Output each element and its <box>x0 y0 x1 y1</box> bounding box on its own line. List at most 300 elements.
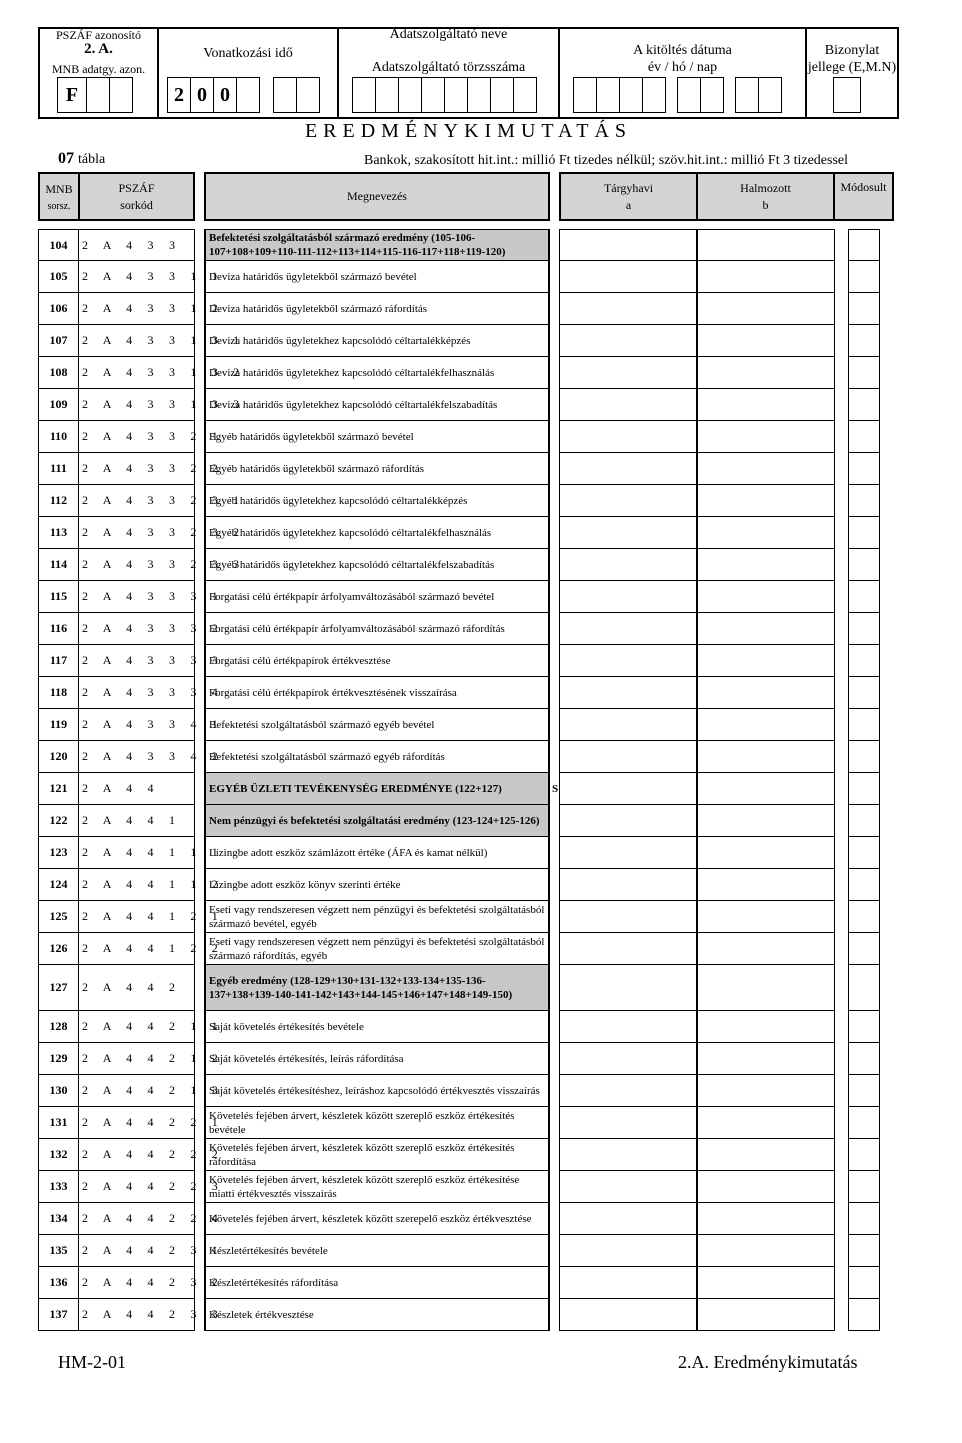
row-code: 2 A 4 3 3 1 1 <box>78 261 195 293</box>
row-code: 2 A 4 4 1 <box>78 805 195 837</box>
table-row <box>38 549 898 581</box>
row-input-modified[interactable] <box>848 933 880 965</box>
row-input-modified[interactable] <box>848 1075 880 1107</box>
period-digit-1[interactable]: 2 <box>167 77 191 113</box>
row-input-current[interactable] <box>559 581 698 613</box>
period-digit-2[interactable]: 0 <box>190 77 214 113</box>
row-code: 2 A 4 3 3 3 2 <box>78 613 195 645</box>
row-code: 2 A 4 4 1 2 1 <box>78 901 195 933</box>
row-number: 119 <box>38 709 79 741</box>
row-input-current[interactable] <box>559 1139 698 1171</box>
col-header-mnb-line2: sorsz. <box>47 201 71 212</box>
fill-date-label: A kitöltés dátuma <box>633 43 732 58</box>
row-input-cumulative[interactable] <box>696 325 835 357</box>
row-number: 132 <box>38 1139 79 1171</box>
row-input-cumulative[interactable] <box>696 965 835 1011</box>
row-input-cumulative[interactable] <box>696 1139 835 1171</box>
col-header-cumulative <box>696 172 835 221</box>
period-label: Vonatkozási idő <box>203 46 293 61</box>
row-input-current[interactable] <box>559 453 698 485</box>
row-label: Saját követelés értékesítés, leírás ráfordítása <box>204 1043 550 1075</box>
row-label: Deviza határidős ügyletekből származó ráfordítás <box>204 293 550 325</box>
table-number-value: 07 <box>58 150 74 167</box>
row-number: 124 <box>38 869 79 901</box>
row-code: 2 A 4 4 2 1 3 <box>78 1075 195 1107</box>
row-label: Nem pénzügyi és befektetési szolgáltatási eredmény (123-124+125-126) <box>204 805 550 837</box>
row-input-current[interactable] <box>559 1075 698 1107</box>
row-input-current[interactable] <box>559 261 698 293</box>
provider-reg-box[interactable] <box>421 77 445 113</box>
table-row <box>38 389 898 421</box>
row-label: EGYÉB ÜZLETI TEVÉKENYSÉG EREDMÉNYE (122+127) <box>204 773 550 805</box>
row-number: 121 <box>38 773 79 805</box>
page-title: EREDMÉNYKIMUTATÁS <box>304 120 633 142</box>
row-input-current[interactable] <box>559 677 698 709</box>
row-input-current[interactable] <box>559 1171 698 1203</box>
row-label: Készletértékesítés ráfordítása <box>204 1267 550 1299</box>
row-number: 123 <box>38 837 79 869</box>
table-number <box>58 150 105 168</box>
row-input-modified[interactable] <box>848 357 880 389</box>
row-code: 2 A 4 4 2 1 2 <box>78 1043 195 1075</box>
row-input-current[interactable] <box>559 325 698 357</box>
row-label: Eseti vagy rendszeresen végzett nem pénzügyi és befektetési szolgáltatásból származó bevétel, egyéb <box>204 901 550 933</box>
row-input-cumulative[interactable] <box>696 869 835 901</box>
row-input-current[interactable] <box>559 773 698 805</box>
row-code: 2 A 4 4 1 1 1 <box>78 837 195 869</box>
fill-date-boxes <box>573 77 781 113</box>
table-row <box>38 293 898 325</box>
row-input-modified[interactable] <box>848 325 880 357</box>
row-input-modified[interactable] <box>848 677 880 709</box>
row-code: 2 A 4 3 3 3 1 <box>78 581 195 613</box>
row-input-modified[interactable] <box>848 421 880 453</box>
header-divider-1 <box>157 27 159 119</box>
row-input-current[interactable] <box>559 965 698 1011</box>
table-row <box>38 517 898 549</box>
table-row <box>38 1043 898 1075</box>
col-header-current <box>559 172 698 221</box>
row-input-cumulative[interactable] <box>696 645 835 677</box>
row-number: 130 <box>38 1075 79 1107</box>
col-header-cumulative-line1: Halmozott <box>740 181 791 195</box>
period-digit-5[interactable] <box>273 77 297 113</box>
row-label: Deviza határidős ügyletekhez kapcsolódó céltartalékképzés <box>204 325 550 357</box>
row-input-cumulative[interactable] <box>696 549 835 581</box>
col-header-cumulative-line2: b <box>762 198 769 212</box>
row-input-cumulative[interactable] <box>696 1107 835 1139</box>
col-header-pszaf-line1: PSZÁF <box>118 181 155 195</box>
fill-date-sub-label: év / hó / nap <box>647 60 718 75</box>
row-label: Befektetési szolgáltatásból származó eredmény (105-106-107+108+109+110-111-112+113+114+115-116-117+118+119-120) <box>204 229 550 261</box>
row-code: 2 A 4 3 3 3 3 <box>78 645 195 677</box>
provider-reg-box[interactable] <box>352 77 376 113</box>
row-input-cumulative[interactable] <box>696 485 835 517</box>
row-code: 2 A 4 4 2 <box>78 965 195 1011</box>
row-input-modified[interactable] <box>848 293 880 325</box>
table-row <box>38 1139 898 1171</box>
row-number: 135 <box>38 1235 79 1267</box>
units-note: Bankok, szakosított hit.int.: millió Ft tizedes nélkül; szöv.hit.int.: millió Ft 3 tizedessel <box>364 153 849 168</box>
table-row <box>38 453 898 485</box>
row-input-cumulative[interactable] <box>696 805 835 837</box>
row-input-modified[interactable] <box>848 229 880 261</box>
row-input-modified[interactable] <box>848 709 880 741</box>
row-input-modified[interactable] <box>848 965 880 1011</box>
fill-date-box[interactable] <box>700 77 724 113</box>
row-input-current[interactable] <box>559 485 698 517</box>
row-input-cumulative[interactable] <box>696 261 835 293</box>
row-number: 106 <box>38 293 79 325</box>
table-row <box>38 837 898 869</box>
row-code: 2 A 4 3 3 1 3 3 <box>78 389 195 421</box>
row-input-modified[interactable] <box>848 1171 880 1203</box>
row-code: 2 A 4 3 3 2 3 1 <box>78 485 195 517</box>
row-label: Eseti vagy rendszeresen végzett nem pénzügyi és befektetési szolgáltatásból származó ráfordítás, egyéb <box>204 933 550 965</box>
row-input-cumulative[interactable] <box>696 1171 835 1203</box>
col-header-pszaf-line2: sorkód <box>120 198 153 212</box>
row-code: 2 A 4 4 2 2 4 <box>78 1203 195 1235</box>
row-input-cumulative[interactable] <box>696 357 835 389</box>
mnb-id-box-2[interactable] <box>86 77 110 113</box>
fill-date-box[interactable] <box>642 77 666 113</box>
row-input-current[interactable] <box>559 837 698 869</box>
row-label: Lízingbe adott eszköz könyv szerinti értéke <box>204 869 550 901</box>
row-input-cumulative[interactable] <box>696 1267 835 1299</box>
row-input-current[interactable] <box>559 517 698 549</box>
table-row <box>38 965 898 1011</box>
period-digit-6[interactable] <box>296 77 320 113</box>
row-code: 2 A 4 3 3 1 2 <box>78 293 195 325</box>
row-input-modified[interactable] <box>848 1299 880 1331</box>
mnb-id-box-3[interactable] <box>109 77 133 113</box>
table-number-word: tábla <box>78 152 106 167</box>
row-code: 2 A 4 3 3 2 2 <box>78 453 195 485</box>
row-number: 128 <box>38 1011 79 1043</box>
row-input-cumulative[interactable] <box>696 1043 835 1075</box>
row-label: Követelés fejében árvert, készletek között szereplő eszköz értékesítés ráfordítása <box>204 1139 550 1171</box>
row-input-modified[interactable] <box>848 517 880 549</box>
table-row <box>38 485 898 517</box>
row-number: 116 <box>38 613 79 645</box>
row-input-current[interactable] <box>559 1107 698 1139</box>
row-code: 2 A 4 4 2 3 1 <box>78 1235 195 1267</box>
row-input-modified[interactable] <box>848 485 880 517</box>
mnb-id-label: MNB adatgy. azon. <box>51 62 146 76</box>
row-code: 2 A 4 3 3 <box>78 229 195 261</box>
row-code: 2 A 4 3 3 1 3 1 <box>78 325 195 357</box>
row-input-modified[interactable] <box>848 453 880 485</box>
table-row <box>38 677 898 709</box>
col-header-name: Megnevezés <box>204 172 550 221</box>
row-code: 2 A 4 4 2 2 3 <box>78 1171 195 1203</box>
table-row <box>38 1075 898 1107</box>
row-input-cumulative[interactable] <box>696 1299 835 1331</box>
row-input-modified[interactable] <box>848 773 880 805</box>
row-input-modified[interactable] <box>848 901 880 933</box>
row-number: 117 <box>38 645 79 677</box>
row-input-modified[interactable] <box>848 1011 880 1043</box>
row-input-current[interactable] <box>559 1011 698 1043</box>
table-row <box>38 1107 898 1139</box>
table-row <box>38 1235 898 1267</box>
row-input-cumulative[interactable] <box>696 1235 835 1267</box>
table-row <box>38 421 898 453</box>
row-input-current[interactable] <box>559 549 698 581</box>
row-number: 105 <box>38 261 79 293</box>
fill-date-box[interactable] <box>677 77 701 113</box>
row-input-current[interactable] <box>559 645 698 677</box>
row-code: 2 A 4 4 2 1 1 <box>78 1011 195 1043</box>
row-input-cumulative[interactable] <box>696 389 835 421</box>
row-input-cumulative[interactable] <box>696 293 835 325</box>
row-number: 104 <box>38 229 79 261</box>
row-input-modified[interactable] <box>848 869 880 901</box>
row-input-current[interactable] <box>559 229 698 261</box>
row-input-current[interactable] <box>559 1235 698 1267</box>
col-header-modified: Módosult <box>833 172 894 221</box>
row-number: 118 <box>38 677 79 709</box>
pszaf-id-value: 2. A. <box>84 41 113 57</box>
mnb-id-boxes <box>57 77 132 113</box>
row-label: Készletek értékvesztése <box>204 1299 550 1331</box>
row-input-cumulative[interactable] <box>696 1203 835 1235</box>
table-row <box>38 709 898 741</box>
row-input-cumulative[interactable] <box>696 613 835 645</box>
provider-reg-box[interactable] <box>467 77 491 113</box>
row-input-cumulative[interactable] <box>696 709 835 741</box>
provider-reg-box[interactable] <box>398 77 422 113</box>
row-input-cumulative[interactable] <box>696 1075 835 1107</box>
row-label: Forgatási célú értékpapír árfolyamváltozásából származó bevétel <box>204 581 550 613</box>
row-input-current[interactable] <box>559 421 698 453</box>
table-row <box>38 229 898 261</box>
row-input-current[interactable] <box>559 613 698 645</box>
row-input-modified[interactable] <box>848 741 880 773</box>
row-code: 2 A 4 4 2 3 3 <box>78 1299 195 1331</box>
table-row <box>38 1203 898 1235</box>
row-label: Befektetési szolgáltatásból származó egyéb ráfordítás <box>204 741 550 773</box>
row-label: Deviza határidős ügyletekhez kapcsolódó céltartalékfelhasználás <box>204 357 550 389</box>
row-code: 2 A 4 4 1 1 2 <box>78 869 195 901</box>
row-number: 134 <box>38 1203 79 1235</box>
fill-date-box[interactable] <box>619 77 643 113</box>
mnb-id-box-1[interactable]: F <box>57 77 87 113</box>
row-number: 122 <box>38 805 79 837</box>
row-code: 2 A 4 4 2 2 2 <box>78 1139 195 1171</box>
provider-reg-box[interactable] <box>490 77 514 113</box>
row-number: 127 <box>38 965 79 1011</box>
fill-date-box[interactable] <box>596 77 620 113</box>
table-row <box>38 613 898 645</box>
row-input-modified[interactable] <box>848 1203 880 1235</box>
pszaf-id-label: PSZÁF azonosító <box>55 28 141 42</box>
row-label: Befektetési szolgáltatásból származó egyéb bevétel <box>204 709 550 741</box>
row-number: 114 <box>38 549 79 581</box>
row-label: Követelés fejében árvert, készletek között szereplő eszköz értékesítés bevétele <box>204 1107 550 1139</box>
row-input-modified[interactable] <box>848 837 880 869</box>
row-label: Lízingbe adott eszköz számlázott értéke (ÁFA és kamat nélkül) <box>204 837 550 869</box>
table-row <box>38 933 898 965</box>
row-number: 125 <box>38 901 79 933</box>
period-digit-3[interactable]: 0 <box>213 77 237 113</box>
row-label: Egyéb határidős ügyletekhez kapcsolódó céltartalékfelszabadítás <box>204 549 550 581</box>
row-input-current[interactable] <box>559 1267 698 1299</box>
row-input-current[interactable] <box>559 741 698 773</box>
footer-form-title: 2.A. Eredménykimutatás <box>678 1352 858 1372</box>
row-label: Egyéb határidős ügyletekhez kapcsolódó céltartalékképzés <box>204 485 550 517</box>
row-input-current[interactable] <box>559 933 698 965</box>
row-input-current[interactable] <box>559 293 698 325</box>
row-label: Egyéb határidős ügyletekből származó ráfordítás <box>204 453 550 485</box>
row-number: 107 <box>38 325 79 357</box>
doc-type-box[interactable] <box>833 77 861 113</box>
row-code: 2 A 4 3 3 2 3 3 <box>78 549 195 581</box>
row-input-modified[interactable] <box>848 1139 880 1171</box>
row-input-current[interactable] <box>559 901 698 933</box>
row-number: 133 <box>38 1171 79 1203</box>
table-row <box>38 581 898 613</box>
row-number: 120 <box>38 741 79 773</box>
table-row <box>38 1171 898 1203</box>
table-row <box>38 1299 898 1331</box>
fill-date-box[interactable] <box>573 77 597 113</box>
row-input-modified[interactable] <box>848 1235 880 1267</box>
row-label: Egyéb határidős ügyletekből származó bevétel <box>204 421 550 453</box>
row-input-modified[interactable] <box>848 549 880 581</box>
row-input-current[interactable] <box>559 1203 698 1235</box>
row-mark: S <box>552 783 559 795</box>
row-input-modified[interactable] <box>848 805 880 837</box>
row-code: 2 A 4 4 2 2 1 <box>78 1107 195 1139</box>
row-input-cumulative[interactable] <box>696 421 835 453</box>
row-input-current[interactable] <box>559 389 698 421</box>
table-row <box>38 325 898 357</box>
row-input-modified[interactable] <box>848 1043 880 1075</box>
table-row <box>38 1267 898 1299</box>
row-input-cumulative[interactable] <box>696 581 835 613</box>
row-label: Deviza határidős ügyletekből származó bevétel <box>204 261 550 293</box>
row-number: 136 <box>38 1267 79 1299</box>
fill-date-box[interactable] <box>735 77 759 113</box>
row-code: 2 A 4 3 3 4 2 <box>78 741 195 773</box>
row-number: 109 <box>38 389 79 421</box>
provider-name-label: Adatszolgáltató neve <box>389 27 508 42</box>
table-row <box>38 869 898 901</box>
table-row <box>38 805 898 837</box>
row-number: 112 <box>38 485 79 517</box>
row-input-modified[interactable] <box>848 389 880 421</box>
table-row <box>38 773 898 805</box>
row-input-cumulative[interactable] <box>696 773 835 805</box>
row-label: Egyéb határidős ügyletekhez kapcsolódó céltartalékfelhasználás <box>204 517 550 549</box>
row-number: 131 <box>38 1107 79 1139</box>
fill-date-box[interactable] <box>758 77 782 113</box>
table-row <box>38 645 898 677</box>
row-input-modified[interactable] <box>848 581 880 613</box>
provider-reg-boxes <box>352 77 536 113</box>
table-row <box>38 1011 898 1043</box>
row-label: Követelés fejében árvert, készletek között szerepelő eszköz értékvesztése <box>204 1203 550 1235</box>
row-number: 126 <box>38 933 79 965</box>
row-number: 115 <box>38 581 79 613</box>
row-input-cumulative[interactable] <box>696 741 835 773</box>
doc-type-boxes <box>833 77 860 113</box>
row-label: Egyéb eredmény (128-129+130+131-132+133-134+135-136-137+138+139-140-141-142+143+144-145+146+147+148+149-150) <box>204 965 550 1011</box>
row-input-cumulative[interactable] <box>696 901 835 933</box>
col-header-current-line1: Tárgyhavi <box>603 181 654 195</box>
row-input-modified[interactable] <box>848 261 880 293</box>
footer-form-code: HM-2-01 <box>58 1352 126 1372</box>
doc-type-label-1: Bizonylat <box>824 43 880 58</box>
row-input-modified[interactable] <box>848 613 880 645</box>
provider-reg-box[interactable] <box>375 77 399 113</box>
row-code: 2 A 4 4 1 2 2 <box>78 933 195 965</box>
table-row <box>38 357 898 389</box>
row-code: 2 A 4 4 <box>78 773 195 805</box>
row-input-current[interactable] <box>559 357 698 389</box>
row-label: Követelés fejében árvert, készletek között szereplő eszköz értékesítése miatti értékvesztés visszaírás <box>204 1171 550 1203</box>
period-digit-4[interactable] <box>236 77 260 113</box>
row-number: 108 <box>38 357 79 389</box>
row-input-current[interactable] <box>559 709 698 741</box>
table-row <box>38 901 898 933</box>
row-label: Forgatási célú értékpapír árfolyamváltozásából származó ráfordítás <box>204 613 550 645</box>
row-input-cumulative[interactable] <box>696 453 835 485</box>
row-label: Forgatási célú értékpapírok értékvesztése <box>204 645 550 677</box>
row-input-cumulative[interactable] <box>696 1011 835 1043</box>
provider-reg-box[interactable] <box>444 77 468 113</box>
row-label: Saját követelés értékesítéshez, leíráshoz kapcsolódó értékvesztés visszaírás <box>204 1075 550 1107</box>
provider-reg-box[interactable] <box>513 77 537 113</box>
row-input-cumulative[interactable] <box>696 837 835 869</box>
row-number: 110 <box>38 421 79 453</box>
table-row <box>38 261 898 293</box>
row-input-current[interactable] <box>559 1043 698 1075</box>
row-label: Készletértékesítés bevétele <box>204 1235 550 1267</box>
row-label: Saját követelés értékesítés bevétele <box>204 1011 550 1043</box>
row-code: 2 A 4 3 3 2 3 2 <box>78 517 195 549</box>
row-input-cumulative[interactable] <box>696 517 835 549</box>
row-input-modified[interactable] <box>848 1107 880 1139</box>
row-code: 2 A 4 3 3 1 3 2 <box>78 357 195 389</box>
col-header-pszaf <box>78 172 195 221</box>
row-code: 2 A 4 4 2 3 2 <box>78 1267 195 1299</box>
period-boxes <box>167 77 319 113</box>
row-input-current[interactable] <box>559 1299 698 1331</box>
row-input-cumulative[interactable] <box>696 933 835 965</box>
row-label: Forgatási célú értékpapírok értékvesztésének visszaírása <box>204 677 550 709</box>
row-code: 2 A 4 3 3 2 1 <box>78 421 195 453</box>
row-number: 129 <box>38 1043 79 1075</box>
row-input-current[interactable] <box>559 869 698 901</box>
row-code: 2 A 4 3 3 4 1 <box>78 709 195 741</box>
row-code: 2 A 4 3 3 3 4 <box>78 677 195 709</box>
provider-reg-label: Adatszolgáltató törzsszáma <box>371 60 526 75</box>
row-input-modified[interactable] <box>848 1267 880 1299</box>
row-input-cumulative[interactable] <box>696 677 835 709</box>
row-input-current[interactable] <box>559 805 698 837</box>
row-label: Deviza határidős ügyletekhez kapcsolódó céltartalékfelszabadítás <box>204 389 550 421</box>
col-header-mnb-line1: MNB <box>45 182 73 196</box>
row-number: 111 <box>38 453 79 485</box>
row-number: 137 <box>38 1299 79 1331</box>
doc-type-label-2: jellege (E,M.N) <box>807 60 897 75</box>
row-input-modified[interactable] <box>848 645 880 677</box>
row-input-cumulative[interactable] <box>696 229 835 261</box>
row-number: 113 <box>38 517 79 549</box>
table-row <box>38 741 898 773</box>
